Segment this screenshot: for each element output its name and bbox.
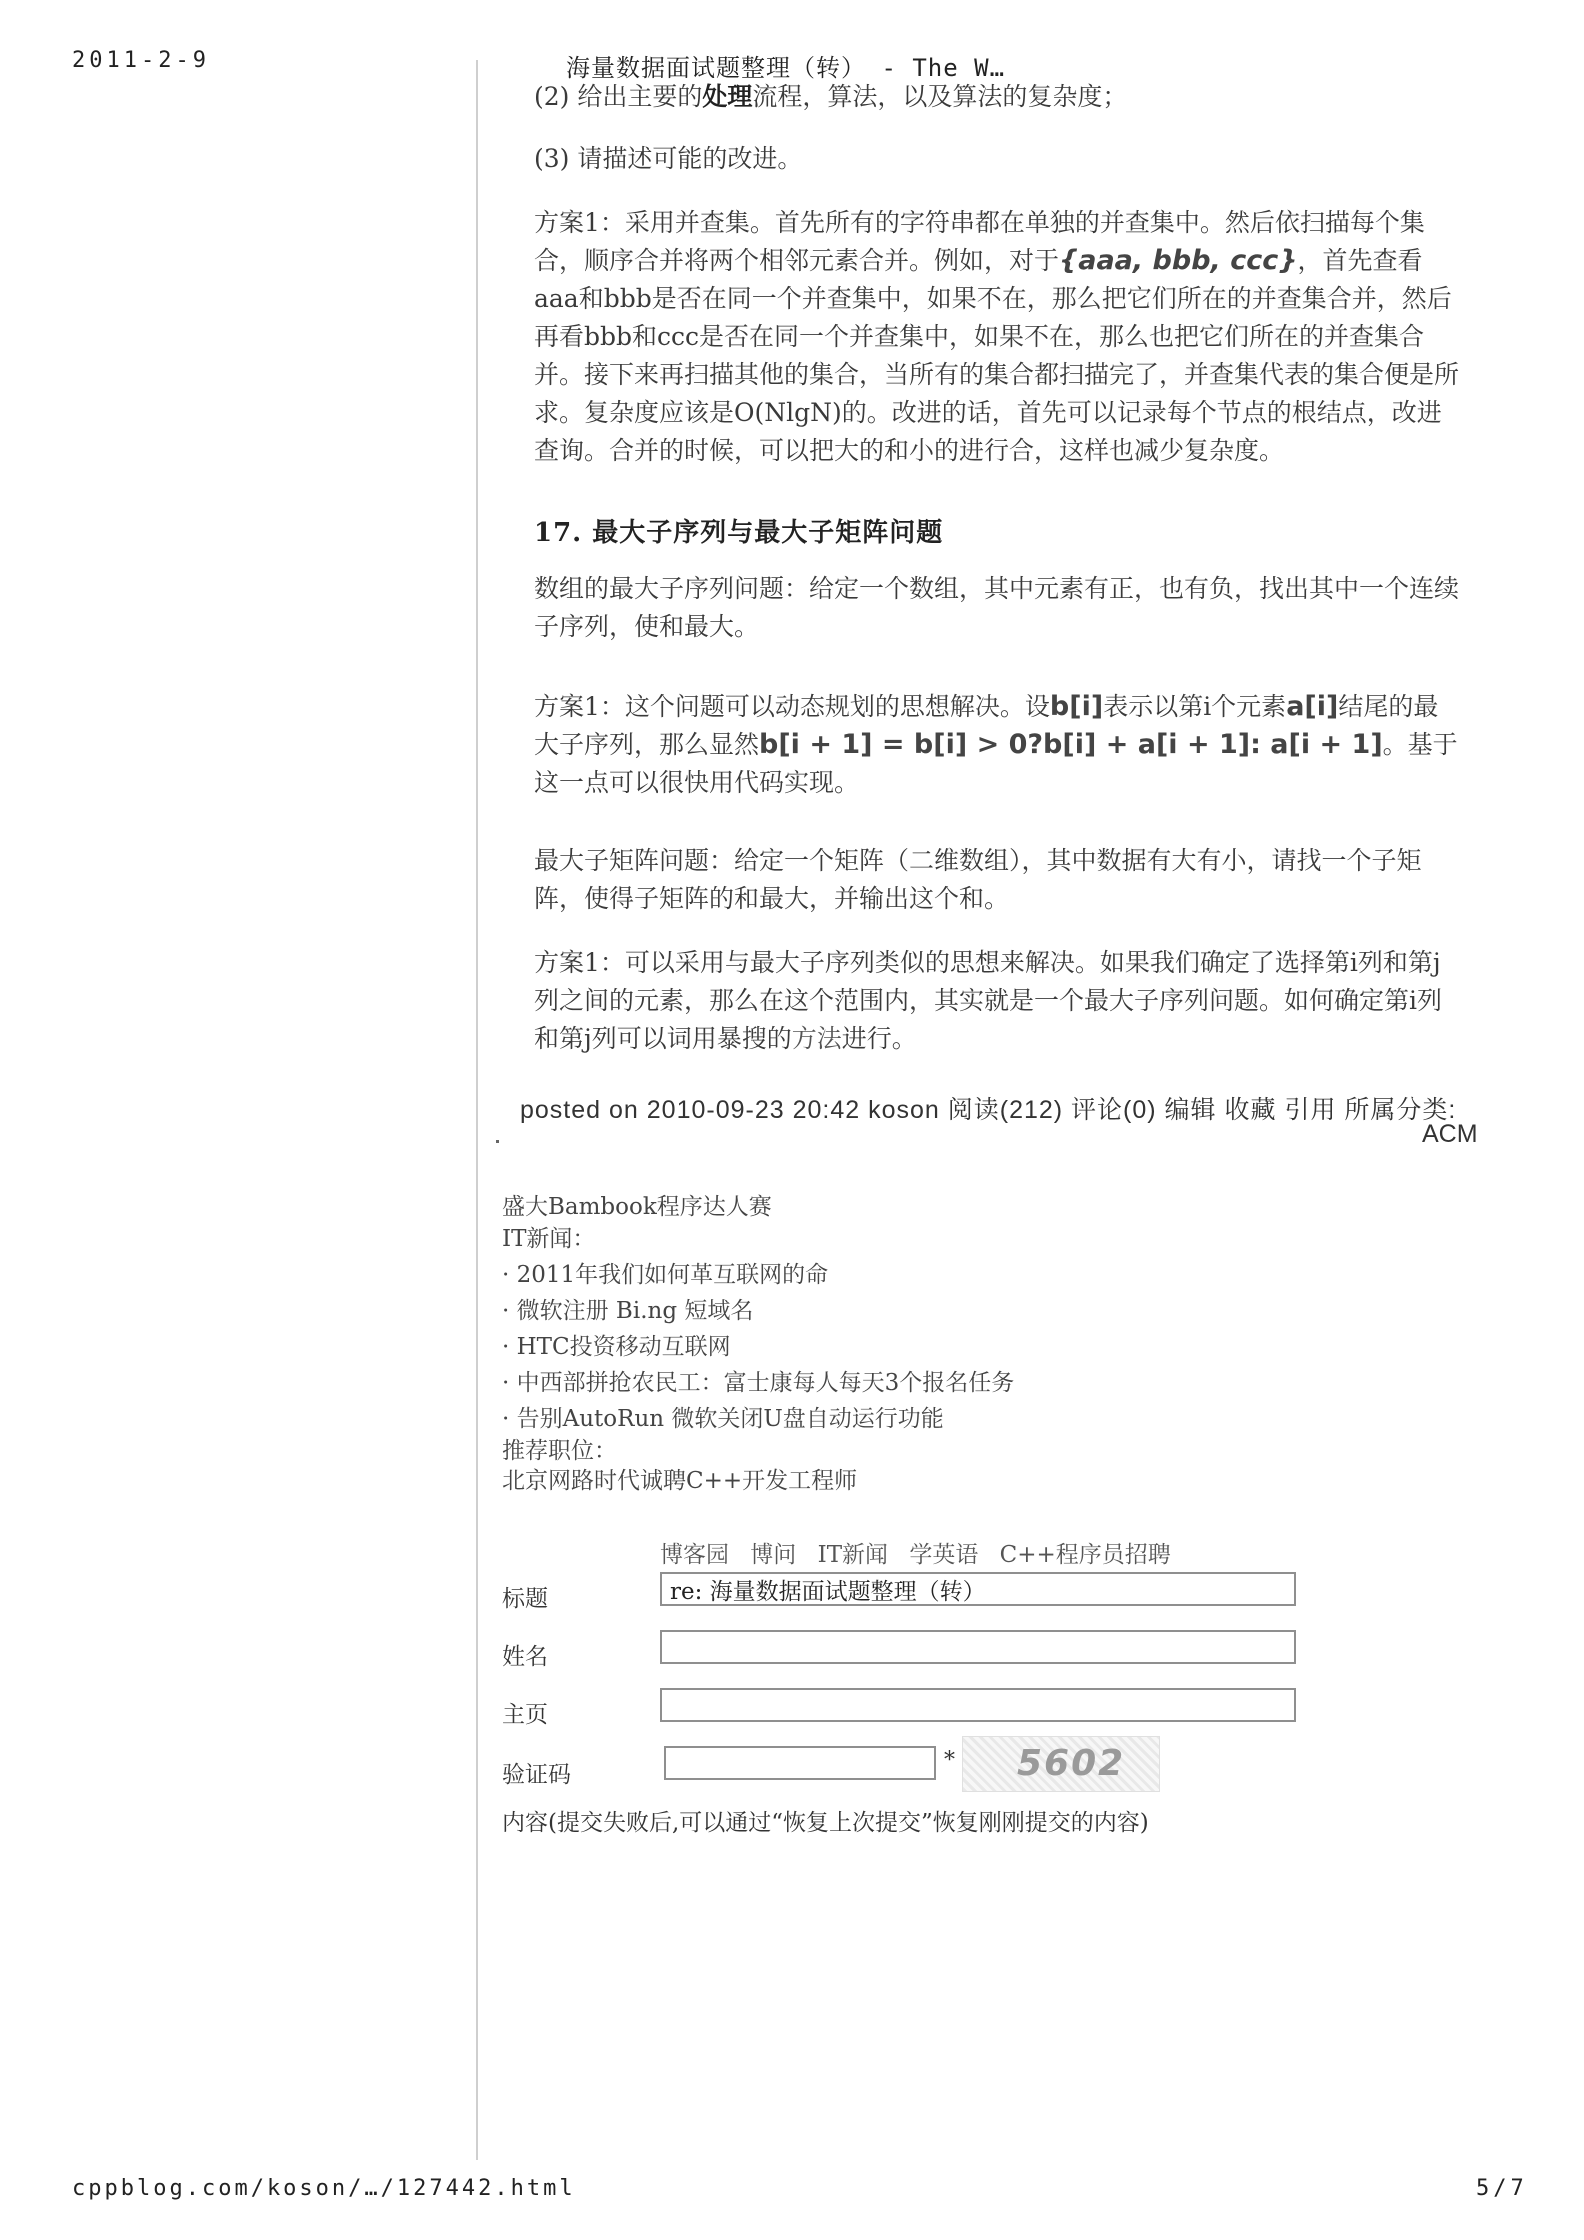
captcha-input[interactable] xyxy=(664,1746,936,1780)
sol16-text-b: ，首先查看aaa和bbb是否在同一个并查集中，如果不在，那么把它们所在的并查集合并，然后再看bbb和ccc是否在同一个并查集中，如果不在，那么也把它们所在的并查集合并。接下来再扫描其他的集合，当所有的集合都扫描完了，并查集代表的集合便是所求。复杂度应该是O(NlgN)的。改进的话，首先可以记录每个节点的根结点，改进查询。合并的时候，可以把大的和小的进行合，这样也减少复杂度。 xyxy=(534,246,1460,465)
sol17-text-c: 结尾的最大子序列，那么显然 xyxy=(534,692,1439,759)
sol17-text-a: 方案1：这个问题可以动态规划的思想解决。设 xyxy=(534,692,1050,721)
sol17-math-a: a[i] xyxy=(1286,691,1339,722)
title-label: 标题 xyxy=(502,1586,548,1612)
job-link[interactable]: 北京网路时代诚聘C++开发工程师 xyxy=(502,1468,858,1494)
news-title: IT新闻： xyxy=(502,1226,596,1252)
q2-text-a: (2) 给出主要的 xyxy=(534,82,703,111)
print-page-number: 5/7 xyxy=(1476,2176,1528,2201)
solution-17-matrix xyxy=(534,944,1462,1058)
q2-text-b: 流程，算法，以及算法的复杂度； xyxy=(752,82,1128,111)
q2-bold: 处理 xyxy=(702,82,753,111)
sol17-formula: b[i + 1] = b[i] > 0?b[i] + a[i + 1]: a[i + 1] xyxy=(759,729,1383,760)
sol17m-text-b: 进行。 xyxy=(841,1024,917,1053)
news-item[interactable]: · HTC投资移动互联网 xyxy=(502,1334,731,1360)
problem-17: 数组的最大子序列问题：给定一个数组，其中元素有正，也有负，找出其中一个连续子序列，使和最大。 xyxy=(534,574,1460,641)
heading-17: 17. 最大子序列与最大子矩阵问题 xyxy=(534,518,944,548)
form-nav-links[interactable]: 博客园 博问 IT新闻 学英语 C++程序员招聘 xyxy=(660,1542,1171,1568)
homepage-input[interactable] xyxy=(660,1688,1296,1722)
left-divider xyxy=(476,60,478,2160)
content-label: 内容(提交失败后,可以通过“恢复上次提交”恢复刚刚提交的内容) xyxy=(502,1810,1149,1836)
sol17m-link[interactable]: 方法 xyxy=(791,1024,842,1053)
news-item[interactable]: · 告别AutoRun 微软关闭U盘自动运行功能 xyxy=(502,1406,944,1432)
captcha-text: 5602 xyxy=(1017,1743,1126,1784)
homepage-label: 主页 xyxy=(502,1702,548,1728)
print-date: 2011-2-9 xyxy=(72,48,210,73)
sol17-text-b: 表示以第i个元素 xyxy=(1103,692,1287,721)
news-item[interactable]: · 中西部拼抢农民工：富士康每人每天3个报名任务 xyxy=(502,1370,1015,1396)
jobs-title: 推荐职位： xyxy=(502,1438,617,1464)
required-star: * xyxy=(944,1748,955,1773)
sol17-text-d: 。基于这一点可以很快用代码实现。 xyxy=(534,730,1458,797)
print-title: 海量数据面试题整理（转） - The W… xyxy=(566,54,1006,82)
captcha-label: 验证码 xyxy=(502,1762,571,1788)
question-2 xyxy=(534,78,1462,116)
title-input[interactable] xyxy=(660,1572,1296,1606)
news-item[interactable]: · 微软注册 Bi.ng 短域名 xyxy=(502,1298,754,1324)
post-meta: posted on 2010-09-23 20:42 koson 阅读(212) 评论(0) 编辑 收藏 引用 所属分类: xyxy=(520,1096,1457,1124)
print-url: cppblog.com/koson/…/127442.html xyxy=(72,2176,576,2201)
sol16-text-a: 方案1：采用并查集。首先所有的字符串都在单独的并查集中。然后依扫描每个集合，顺序合并将两个相邻元素合并。例如，对于 xyxy=(534,208,1425,275)
news-item[interactable]: · 2011年我们如何革互联网的命 xyxy=(502,1262,829,1288)
solution-17 xyxy=(534,688,1462,802)
name-input[interactable] xyxy=(660,1630,1296,1664)
post-category[interactable]: ACM xyxy=(1422,1120,1478,1148)
problem-17-matrix: 最大子矩阵问题：给定一个矩阵（二维数组），其中数据有大有小，请找一个子矩阵，使得子矩阵的和最大，并输出这个和。 xyxy=(534,846,1422,913)
solution-16 xyxy=(534,204,1462,470)
sol16-math: {aaa, bbb, ccc} xyxy=(1059,245,1298,276)
captcha-image[interactable] xyxy=(962,1736,1160,1792)
sol17m-text-a: 方案1：可以采用与最大子序列类似的思想来解决。如果我们确定了选择第i列和第j列之间的元素，那么在这个范围内，其实就是一个最大子序列问题。如何确定第i列和第j列可以词用暴搜的 xyxy=(534,948,1442,1053)
separator-dot xyxy=(496,1140,499,1143)
name-label: 姓名 xyxy=(502,1644,548,1670)
ad-link[interactable]: 盛大Bambook程序达人赛 xyxy=(502,1194,772,1220)
question-3: (3) 请描述可能的改进。 xyxy=(534,144,803,173)
sol17-math-b: b[i] xyxy=(1049,691,1104,722)
